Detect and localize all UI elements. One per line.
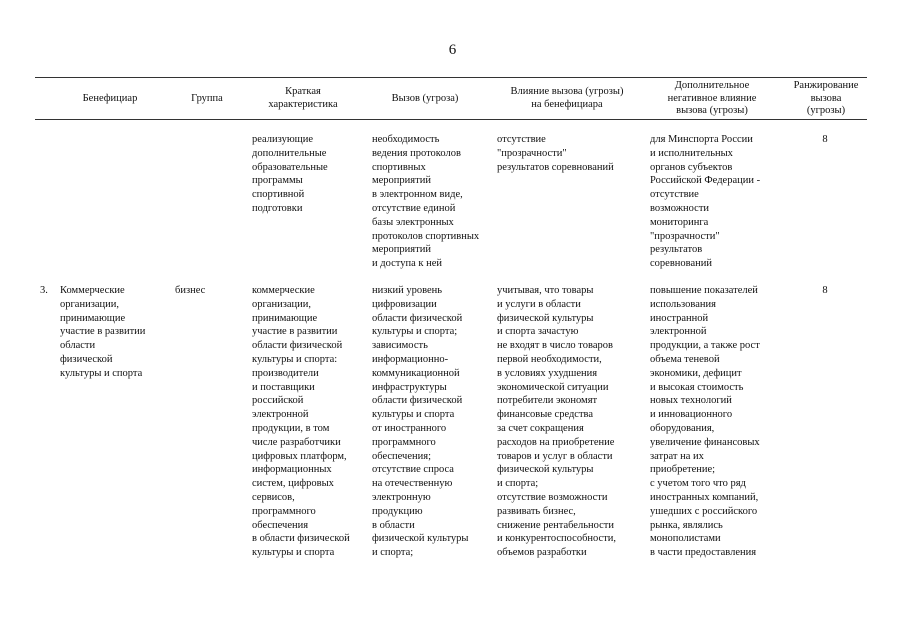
header-beneficiary: Бенефициар bbox=[82, 93, 138, 104]
table-top-rule bbox=[35, 77, 867, 78]
row2-description: коммерческие организации, принимающие участие в развитии области физической культуры и спорта: производители и поставщики российской электронной продукции, в том числе разработчики цифровых платформ, информационных систем, цифровых сервисов, программного обеспечения в области физической культуры и спорта bbox=[252, 285, 350, 559]
row2-group: бизнес bbox=[175, 285, 206, 296]
row2-number: 3. bbox=[40, 285, 48, 296]
header-description: Краткая характеристика bbox=[268, 86, 338, 110]
row2-beneficiary: Коммерческие организации, принимающие участие в развитии области физической культуры и спорта bbox=[60, 285, 146, 379]
header-impact: Влияние вызова (угрозы) на бенефициара bbox=[510, 86, 624, 110]
row2-extra-impact: повышение показателей использования иностранной электронной продукции, а также рост объема теневой экономики, дефицит и высокая стоимость новых технологий и инновационного оборудования, увеличение финансовых затрат на их приобретение; с учетом того что ряд иностранных компаний, ушедших с российского рынка, являлись монополистами в части предоставления bbox=[650, 285, 760, 559]
row2-challenge: низкий уровень цифровизации области физической культуры и спорта; зависимость информационно- коммуникационной инфраструктуры области физической культуры и спорта от иностранного программного обеспечения; отсутствие спроса на отечественную электронную продукцию в области физической культуры и спорта; bbox=[372, 285, 469, 559]
header-extra-impact: Дополнительное негативное влияние вызова (угрозы) bbox=[667, 80, 757, 116]
page-number: 6 bbox=[448, 42, 457, 58]
row2-impact: учитывая, что товары и услуги в области физической культуры и спорта зачастую не входят в число товаров первой необходимости, в условиях ухудшения экономической ситуации потребители экономят финансовые средства за счет сокращения расходов на приобретение товаров и услуг в области физической культуры и спорта; отсутствие возможности развивать бизнес, снижение рентабельности и конкурентоспособности, объемов разработки bbox=[497, 285, 617, 559]
header-group: Группа bbox=[191, 93, 223, 104]
row1-ranking: 8 bbox=[822, 134, 828, 145]
row1-description: реализующие дополнительные образовательные программы спортивной подготовки bbox=[252, 134, 328, 214]
row1-challenge: необходимость ведения протоколов спортивных мероприятий в электронном виде, отсутствие единой базы электронных протоколов спортивных мероприятий и доступа к ней bbox=[372, 134, 480, 270]
row1-impact: отсутствие "прозрачности" результатов соревнований bbox=[497, 134, 614, 173]
row2-ranking: 8 bbox=[822, 285, 828, 296]
row1-extra-impact: для Минспорта России и исполнительных органов субъектов Российской Федерации - отсутствие возможности мониторинга "прозрачности" результатов соревнований bbox=[650, 134, 761, 270]
header-ranking: Ранжирование вызова (угрозы) bbox=[793, 80, 859, 116]
header-challenge: Вызов (угроза) bbox=[391, 93, 459, 104]
table-header-rule bbox=[35, 119, 867, 120]
